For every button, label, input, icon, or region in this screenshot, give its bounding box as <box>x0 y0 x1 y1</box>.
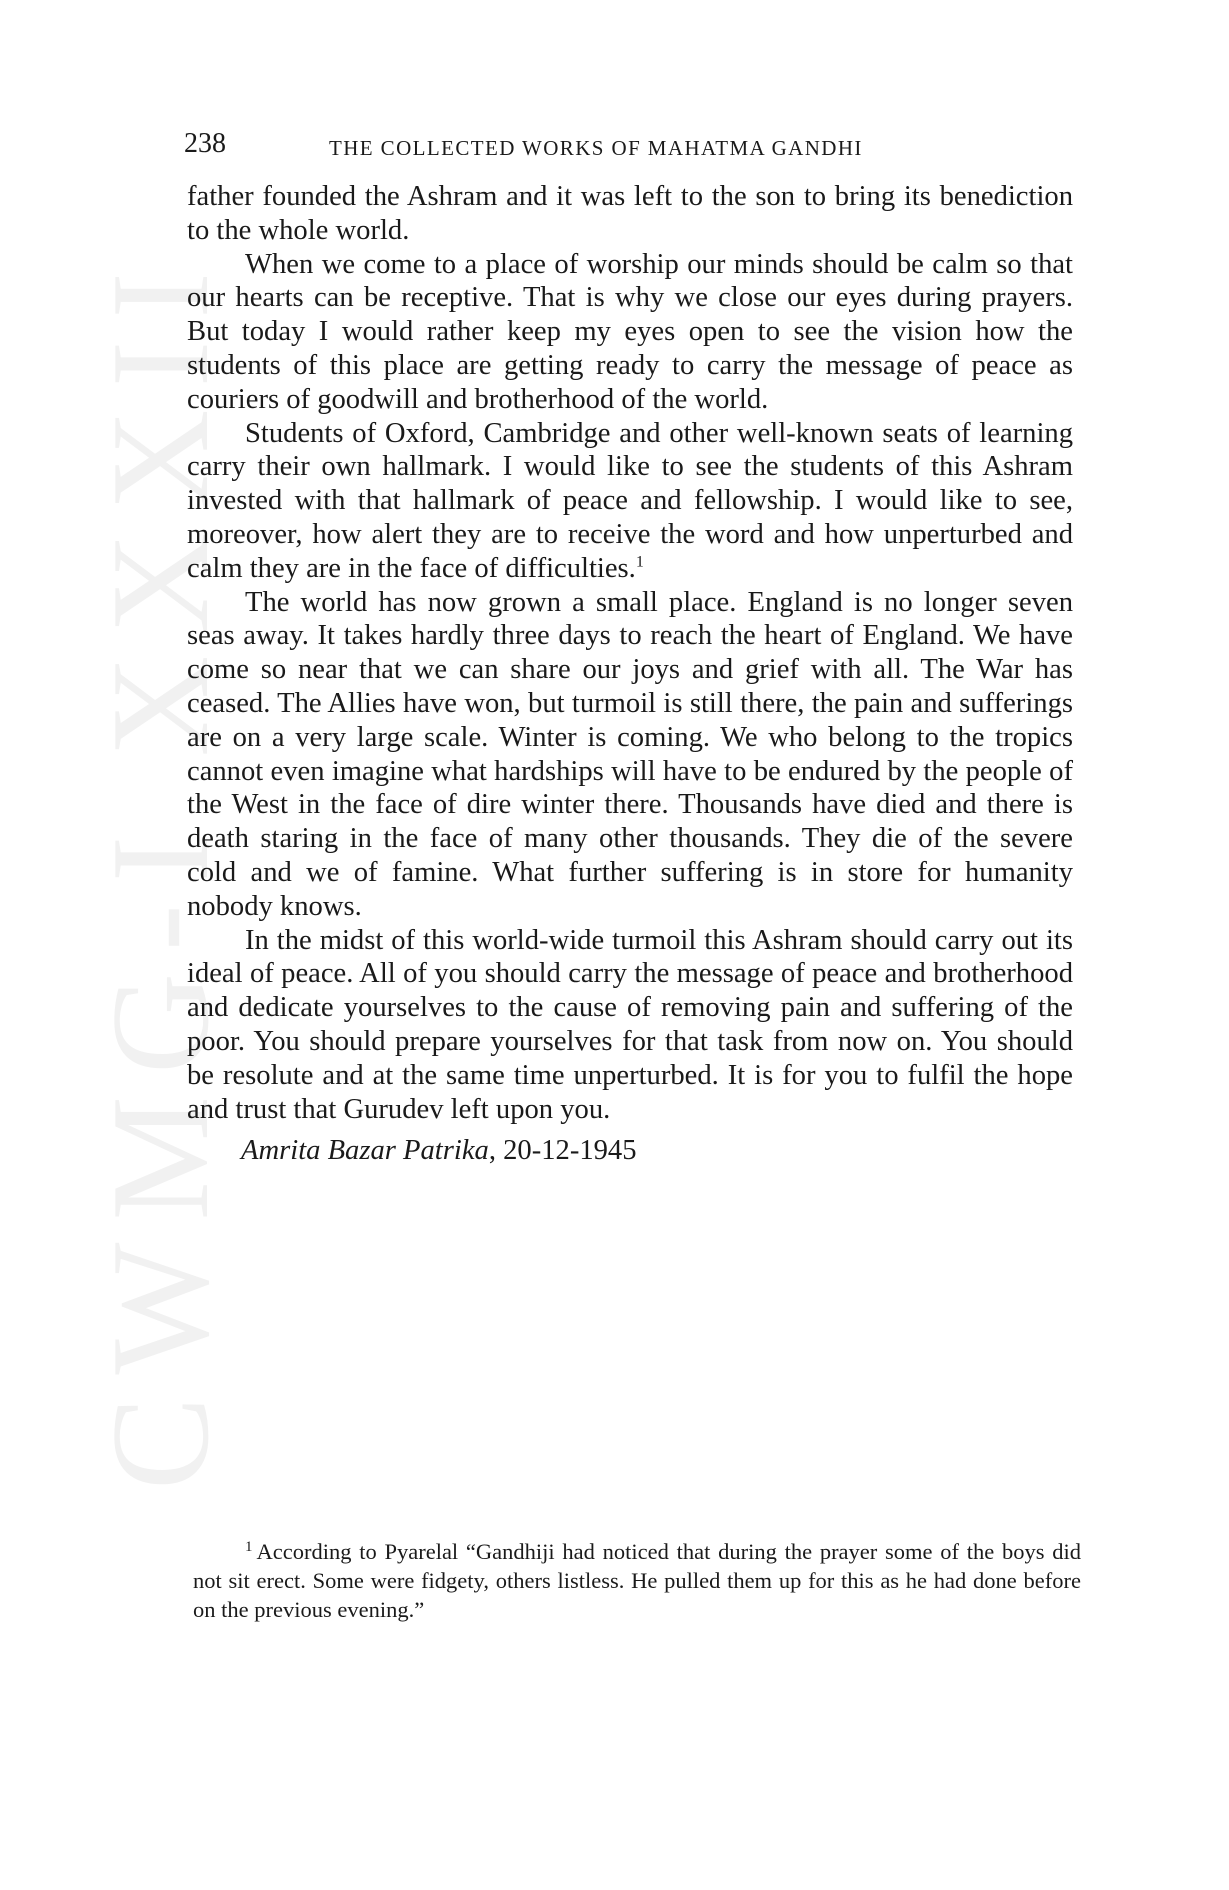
page-number: 238 <box>184 128 226 159</box>
paragraph-4: The world has now grown a small place. England is no longer seven seas away. It takes hardly three days to reach the heart of England. We have come so near that we can share our joys and grief with all. The War has ceased. The Allies have won, but turmoil is still there, the pain and sufferings are on a very large scale. Winter is coming. We who belong to the tropics cannot even imagine what hardships will have to be endured by the people of the West in the face of dire winter there. Thousands have died and there is death staring in the face of many other thousands. They die of the severe cold and we of famine. What further suffering is in store for humanity nobody knows. <box>187 586 1073 922</box>
source-citation <box>187 1134 1073 1168</box>
footnote-mark: 1 <box>245 1538 253 1555</box>
paragraph-3 <box>187 417 1073 586</box>
footnote-paragraph <box>193 1537 1081 1624</box>
watermark: CWMG-I XXXII <box>83 250 238 1490</box>
footnote <box>193 1537 1081 1624</box>
source-date: , 20-12-1945 <box>488 1135 637 1167</box>
paragraph-3-text: Students of Oxford, Cambridge and other well-known seats of learning carry their own hallmark. I would like to see the students of this Ashram invested with that hallmark of peace and fellowship. I would like to see, moreover, how alert they are to receive the word and how unperturbed and calm they are in the face of difficulties. <box>187 417 1073 584</box>
paragraph-5: In the midst of this world-wide turmoil this Ashram should carry out its ideal of peace. All of you should carry the message of peace and brotherhood and dedicate yourselves to the cause of removing pain and suffering of the poor. You should prepare yourselves for that task from now on. You should be resolute and at the same time unperturbed. It is for you to fulfil the hope and trust that Gurudev left upon you. <box>187 924 1073 1125</box>
body-text <box>187 180 1073 1168</box>
running-title: THE COLLECTED WORKS OF MAHATMA GANDHI <box>329 136 863 160</box>
paragraph-1: father founded the Ashram and it was left to the son to bring its benediction to the whole world. <box>187 181 1073 246</box>
source-publication: Amrita Bazar Patrika <box>241 1135 489 1167</box>
paragraph-2: When we come to a place of worship our minds should be calm so that our hearts can be receptive. That is why we close our eyes during prayers. But today I would rather keep my eyes open to see the vision how the students of this place are getting ready to carry the message of peace as couriers of goodwill and brotherhood of the world. <box>187 248 1073 415</box>
page-header <box>184 128 1074 168</box>
footnote-reference: 1 <box>635 553 644 571</box>
footnote-text: According to Pyarelal “Gandhiji had noticed that during the prayer some of the boys did not sit erect. Some were fidgety, others listless. He pulled them up for this as he had done before on the previous evening.” <box>193 1539 1081 1622</box>
